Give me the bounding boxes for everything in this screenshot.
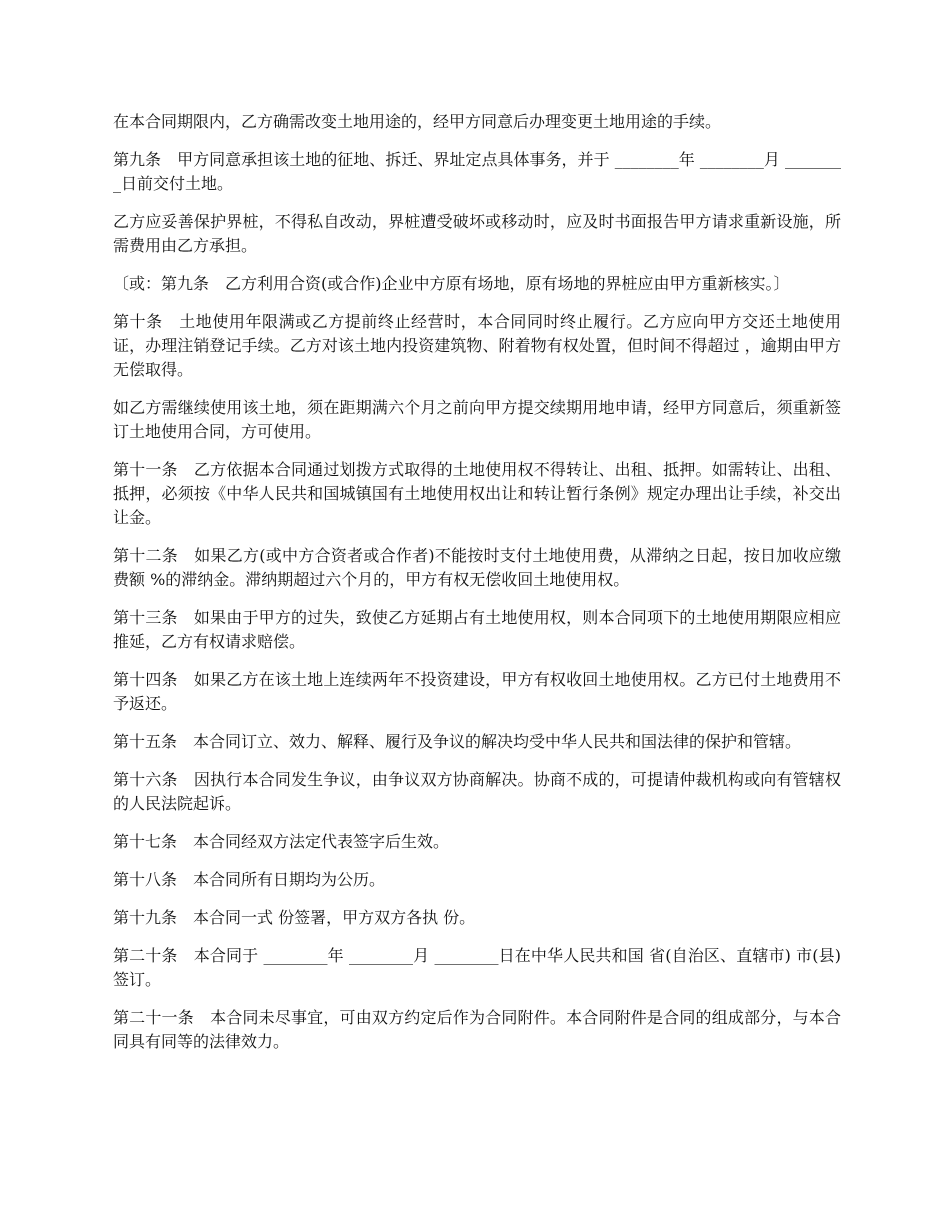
paragraph-article-11: 第十一条 乙方依据本合同通过划拨方式取得的土地使用权不得转让、出租、抵押。如需转让、出租、抵押，必须按《中华人民共和国城镇国有土地使用权出让和转让暂行条例》规定办理出让手续，补交出让金。 [113,460,841,527]
paragraph-article-18: 第十八条 本合同所有日期均为公历。 [113,870,386,889]
paragraph-renewal: 如乙方需继续使用该土地，须在距期满六个月之前向甲方提交续期用地申请，经甲方同意后，须重新签订土地使用合同，方可使用。 [113,398,841,441]
paragraph-article-19: 第十九条 本合同一式 份签署，甲方双方各执 份。 [113,908,476,927]
paragraph-land-use-change: 在本合同期限内，乙方确需改变土地用途的，经甲方同意后办理变更土地用途的手续。 [113,112,722,131]
paragraph-article-10: 第十条 土地使用年限满或乙方提前终止经营时，本合同同时终止履行。乙方应向甲方交还土地使用证，办理注销登记手续。乙方对该土地内投资建筑物、附着物有权处置，但时间不得超过 ，逾期由甲方无偿取得。 [113,312,841,379]
paragraph-article-9-alternative: 〔或：第九条 乙方利用合资(或合作)企业中方原有场地，原有场地的界桩应由甲方重新核实。〕 [113,274,790,293]
paragraph-article-20: 第二十条 本合同于 ________年 ________月 ________日在中华人民共和国 省(自治区、直辖市) 市(县)签订。 [113,946,841,989]
document-body [113,110,841,1068]
paragraph-article-16: 第十六条 因执行本合同发生争议，由争议双方协商解决。协商不成的，可提请仲裁机构或向有管辖权的人民法院起诉。 [113,770,841,813]
paragraph-article-13: 第十三条 如果由于甲方的过失，致使乙方延期占有土地使用权，则本合同项下的土地使用期限应相应推延，乙方有权请求赔偿。 [113,608,841,651]
paragraph-article-14: 第十四条 如果乙方在该土地上连续两年不投资建设，甲方有权收回土地使用权。乙方已付土地费用不予返还。 [113,670,841,713]
paragraph-article-9: 第九条 甲方同意承担该土地的征地、拆迁、界址定点具体事务，并于 ________年 ________月 ________日前交付土地。 [113,150,841,193]
paragraph-article-12: 第十二条 如果乙方(或中方合资者或合作者)不能按时支付土地使用费，从滞纳之日起，按日加收应缴费额 %的滞纳金。滞纳期超过六个月的，甲方有权无偿收回土地使用权。 [113,546,841,589]
paragraph-article-21: 第二十一条 本合同未尽事宜，可由双方约定后作为合同附件。本合同附件是合同的组成部分，与本合同具有同等的法律效力。 [113,1008,841,1051]
paragraph-article-15: 第十五条 本合同订立、效力、解释、履行及争议的解决均受中华人民共和国法律的保护和管辖。 [113,732,802,751]
paragraph-boundary-stakes: 乙方应妥善保护界桩，不得私自改动，界桩遭受破坏或移动时，应及时书面报告甲方请求重新设施，所需费用由乙方承担。 [113,212,841,255]
paragraph-article-17: 第十七条 本合同经双方法定代表签字后生效。 [113,832,450,851]
